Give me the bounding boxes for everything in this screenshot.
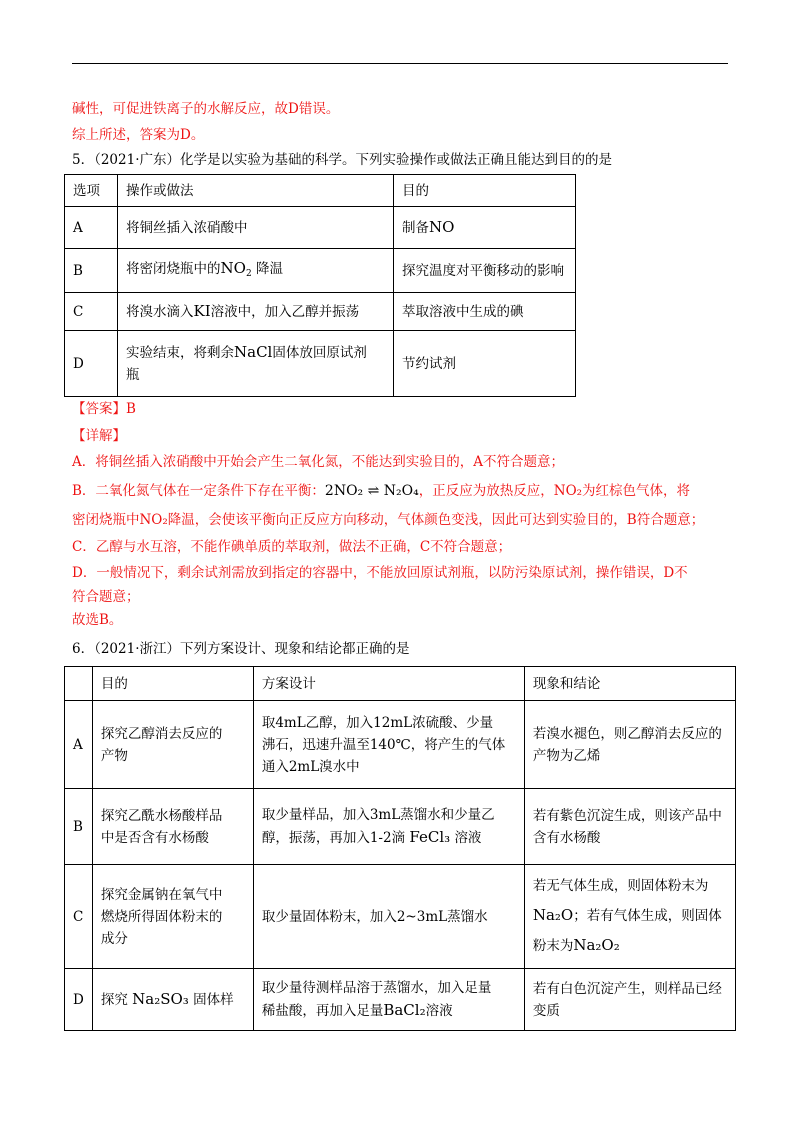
q6-row-d-plan-l1: 取少量待测样品溶于蒸馏水，加入足量 (261, 980, 492, 996)
q6-row-c-aim-l2: 燃烧所得固体粉末的 (100, 908, 223, 925)
q6-header-blank (65, 667, 93, 701)
q6-row-b-result-l2: 含有水杨酸 (532, 829, 601, 846)
q6-row-c-result-l1: 若无气体生成，则固体粉末为 (532, 878, 709, 894)
q6-stem: 6．（2021·浙江）下列方案设计、现象和结论都正确的是 (72, 641, 410, 657)
q5-row-a-aim (394, 207, 576, 249)
q6-row-c-result-l2: ；若有气体生成，则固体 (573, 908, 722, 924)
q5-row-b-option: B (65, 249, 118, 293)
q5-header-option: 选项 (65, 175, 118, 207)
q5-detail-d-line-1: D．一般情况下，剩余试剂需放到指定的容器中，不能放回原试剂瓶，以防污染原试剂，操作错误，D不 (72, 565, 688, 581)
table-row (65, 207, 576, 249)
q5-table (64, 174, 576, 397)
q5-row-d-op-post: 固体放回原试剂 (272, 345, 367, 361)
table-row (65, 331, 576, 397)
q5-detail-a: A．将铜丝插入浓硝酸中开始会产生二氧化氮，不能达到实验目的，A不符合题意； (72, 454, 564, 470)
q6-row-d-plan (253, 969, 524, 1031)
q6-row-c-option: C (65, 865, 93, 969)
q6-row-d-option: D (65, 969, 93, 1031)
q6-row-b-option: B (65, 789, 93, 865)
q6-row-b-plan-l1: 取少量样品，加入3mL蒸馏水和少量乙 (261, 807, 495, 823)
q5-row-d-formula: NaCl (234, 343, 273, 361)
header-rule (72, 63, 728, 64)
q6-row-c-result-l3: 粉末为 (532, 938, 574, 954)
q6-row-d-result-l1: 若有白色沉淀产生，则样品已经 (532, 980, 722, 997)
table-row (65, 701, 736, 789)
q5-detail-b-pre: B．二氧化氮气体在一定条件下存在平衡： (72, 483, 325, 499)
q5-row-c-op-pre: 将溴水滴入 (126, 304, 194, 320)
prev-answer-line-2: 综上所述，答案为D。 (72, 127, 205, 143)
q5-row-d-aim: 节约试剂 (394, 331, 576, 397)
q6-row-c-aim-l3: 成分 (100, 930, 128, 947)
q5-row-b-operation (118, 249, 394, 293)
q6-row-a-aim-l1: 探究乙醇消去反应的 (100, 725, 223, 742)
q6-row-d-formula-bacl2: BaCl₂ (383, 1001, 426, 1019)
q6-row-a-option: A (65, 701, 93, 789)
q5-header-operation: 操作或做法 (118, 175, 394, 207)
q6-row-a-result (524, 701, 735, 789)
q5-row-d-operation (118, 331, 394, 397)
q6-row-b-plan-l2-end: 溶液 (454, 830, 482, 846)
q5-row-b-op-pre: 将密闭烧瓶中的 (126, 260, 221, 277)
q6-row-a-plan-l1: 取4mL乙醇，加入12mL浓硫酸、少量 (261, 714, 494, 731)
q6-row-b-aim-l2: 中是否含有水杨酸 (100, 829, 209, 846)
q6-row-b-result-l1: 若有紫色沉淀生成，则该产品中 (532, 807, 722, 824)
q6-row-a-aim-l2: 产物 (100, 747, 128, 764)
q6-header-plan: 方案设计 (253, 667, 524, 701)
q6-row-b-aim-l1: 探究乙酰水杨酸样品 (100, 807, 223, 824)
q6-table (64, 666, 736, 1031)
q5-header-aim: 目的 (394, 175, 576, 207)
q6-header-result: 现象和结论 (524, 667, 735, 701)
q5-detail-d-line-2: 符合题意； (72, 589, 140, 605)
q6-row-d-formula: Na₂SO₃ (132, 990, 189, 1008)
table-row (65, 249, 576, 293)
q5-row-c-op-post: 溶液中，加入乙醇并振荡 (210, 304, 360, 320)
q6-row-d-result-l2: 变质 (532, 1002, 560, 1019)
table-row (65, 969, 736, 1031)
q6-row-c-formula-na2o2: Na₂O₂ (573, 936, 620, 954)
q5-row-b-op-post: 降温 (255, 260, 283, 277)
q5-answer: 【答案】B (72, 401, 136, 417)
q6-row-b-aim (92, 789, 253, 865)
q5-detail-b-line-1 (72, 482, 690, 500)
q6-row-d-plan-l2: 稀盐酸，再加入足量 (261, 1003, 384, 1019)
q6-row-b-plan-l2: 醇，振荡，再加入1-2滴 (261, 830, 406, 846)
q6-row-b-result (524, 789, 735, 865)
q5-row-b-formula-sub: 2 (245, 268, 252, 279)
q5-row-c-operation (118, 293, 394, 331)
q5-row-d-op-line2: 瓶 (126, 367, 140, 383)
q5-row-a-aim-formula: NO (429, 218, 455, 236)
q6-header-aim: 目的 (92, 667, 253, 701)
q6-row-d-result (524, 969, 735, 1031)
q5-row-c-formula: KI (193, 302, 211, 320)
q6-row-b-plan (253, 789, 524, 865)
equilibrium-equation: 2NO₂ ⇌ N₂O₄ (324, 483, 419, 499)
q6-row-c-aim-l1: 探究金属钠在氧气中 (100, 886, 223, 903)
q6-row-d-aim-pre: 探究 (100, 992, 128, 1008)
q5-row-b-formula: NO (220, 258, 246, 277)
q6-row-a-plan (253, 701, 524, 789)
q6-row-d-plan-l2-end: 溶液 (425, 1003, 453, 1019)
q6-row-d-aim (92, 969, 253, 1031)
q6-row-c-plan: 取少量固体粉末，加入2~3mL蒸馏水 (253, 865, 524, 969)
q5-detail-label: 【详解】 (72, 428, 126, 444)
q5-row-b-aim: 探究温度对平衡移动的影响 (394, 249, 576, 293)
q6-row-c-aim (92, 865, 253, 969)
q6-row-a-plan-l2: 沸石，迅速升温至140℃，将产生的气体 (261, 736, 506, 753)
q5-row-a-aim-text: 制备 (402, 220, 429, 236)
q6-row-a-result-l2: 产物为乙烯 (532, 747, 601, 764)
q6-row-d-aim-post: 固体样 (193, 992, 234, 1008)
table-row (65, 865, 736, 969)
q6-row-a-aim (92, 701, 253, 789)
q5-stem: 5．（2021·广东）化学是以实验为基础的科学。下列实验操作或做法正确且能达到目的的是 (72, 152, 612, 168)
q5-detail-b-post: ，正反应为放热反应，NO₂为红棕色气体，将 (418, 483, 691, 499)
q6-row-b-formula: FeCl₃ (409, 828, 451, 846)
q6-row-c-formula-na2o: Na₂O (532, 906, 574, 924)
q5-detail-c: C．乙醇与水互溶，不能作碘单质的萃取剂，做法不正确，C不符合题意； (72, 539, 512, 555)
table-row (65, 789, 736, 865)
table-header-row (65, 175, 576, 207)
q5-row-c-option: C (65, 293, 118, 331)
prev-answer-line-1: 碱性，可促进铁离子的水解反应，故D错误。 (72, 101, 340, 117)
table-header-row (65, 667, 736, 701)
q5-conclusion: 故选B。 (72, 612, 123, 628)
q5-row-d-option: D (65, 331, 118, 397)
q6-row-a-plan-l3: 通入2mL溴水中 (261, 758, 360, 775)
q6-row-a-result-l1: 若溴水褪色，则乙醇消去反应的 (532, 725, 722, 742)
table-row (65, 293, 576, 331)
q5-row-a-option: A (65, 207, 118, 249)
q5-row-c-aim: 萃取溶液中生成的碘 (394, 293, 576, 331)
q5-row-d-op-pre: 实验结束，将剩余 (126, 345, 234, 361)
q5-row-a-operation: 将铜丝插入浓硝酸中 (118, 207, 394, 249)
q5-detail-b-line-2: 密闭烧瓶中NO₂降温，会使该平衡向正反应方向移动，气体颜色变浅，因此可达到实验目的，B符合题意； (72, 512, 705, 528)
q6-row-c-result (524, 865, 735, 969)
